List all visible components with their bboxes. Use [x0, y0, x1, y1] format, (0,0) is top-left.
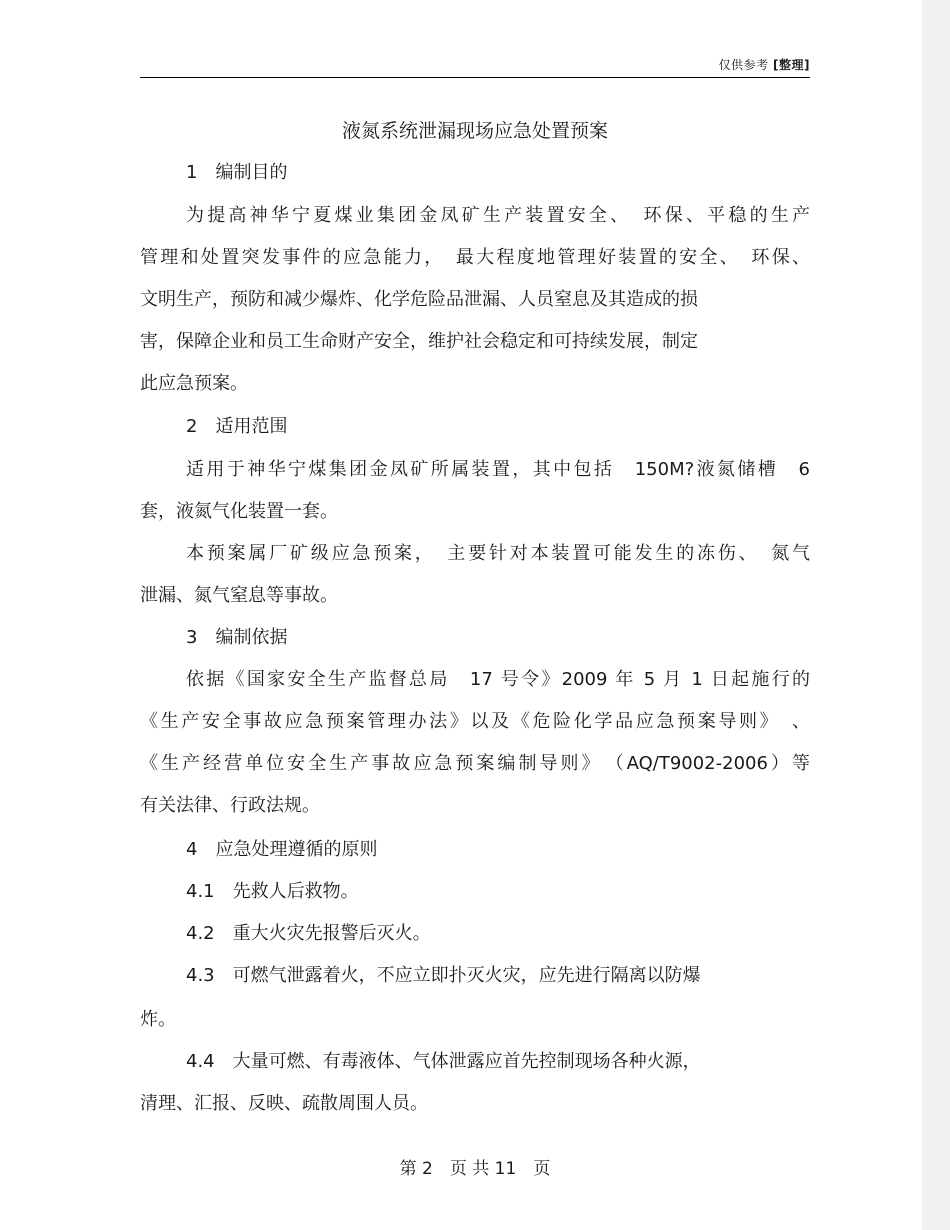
list-item-continued: 清理、汇报、反映、疏散周围人员。 — [140, 1093, 428, 1114]
header-rule — [140, 77, 810, 78]
section-heading-1: 1 编制目的 — [186, 162, 288, 183]
header-note-prefix: 仅供参考 — [718, 58, 769, 72]
paragraph-line: 《生产安全事故应急预案管理办法》以及《危险化学品应急预案导则》 、 — [140, 711, 810, 732]
paragraph-line: 为提高神华宁夏煤业集团金凤矿生产装置安全、 环保、平稳的生产 — [186, 205, 810, 226]
paragraph-line: 适用于神华宁煤集团金凤矿所属装置，其中包括 150M?液氮储槽 6 — [186, 459, 810, 480]
paragraph-line: 套，液氮气化装置一套。 — [140, 501, 338, 522]
paragraph-line: 《生产经营单位安全生产事故应急预案编制导则》 （AQ/T9002-2006）等 — [140, 753, 810, 774]
list-item-continued: 炸。 — [140, 1009, 176, 1030]
document-title: 液氮系统泄漏现场应急处置预案 — [341, 120, 608, 142]
paragraph-line: 依据《国家安全生产监督总局 17 号令》2009 年 5 月 1 日起施行的 — [186, 669, 810, 690]
header-note — [680, 56, 810, 73]
paragraph-line: 本预案属厂矿级应急预案， 主要针对本装置可能发生的冻伤、 氮气 — [186, 543, 810, 564]
header-note-tag: [整理] — [773, 58, 810, 72]
paragraph-line: 此应急预案。 — [140, 373, 248, 394]
section-heading-2: 2 适用范围 — [186, 416, 288, 437]
list-item: 4.3 可燃气泄露着火，不应立即扑灭火灾，应先进行隔离以防爆 — [186, 965, 701, 986]
section-heading-4: 4 应急处理遵循的原则 — [186, 839, 378, 860]
paragraph-line: 文明生产，预防和减少爆炸、化学危险品泄漏、人员窒息及其造成的损 — [140, 289, 698, 310]
list-item: 4.4 大量可燃、有毒液体、气体泄露应首先控制现场各种火源， — [186, 1051, 701, 1072]
page-edge-shade — [922, 0, 950, 1230]
paragraph-line: 有关法律、行政法规。 — [140, 795, 320, 816]
paragraph-line: 管理和处置突发事件的应急能力， 最大程度地管理好装置的安全、 环保、 — [140, 247, 810, 268]
page-number-footer: 第 2 页 共 11 页 — [399, 1159, 551, 1179]
section-heading-3: 3 编制依据 — [186, 627, 288, 648]
paragraph-line: 泄漏、氮气窒息等事故。 — [140, 585, 338, 606]
list-item: 4.1 先救人后救物。 — [186, 881, 359, 902]
paragraph-line: 害，保障企业和员工生命财产安全，维护社会稳定和可持续发展，制定 — [140, 331, 698, 352]
list-item: 4.2 重大火灾先报警后灭火。 — [186, 923, 431, 944]
